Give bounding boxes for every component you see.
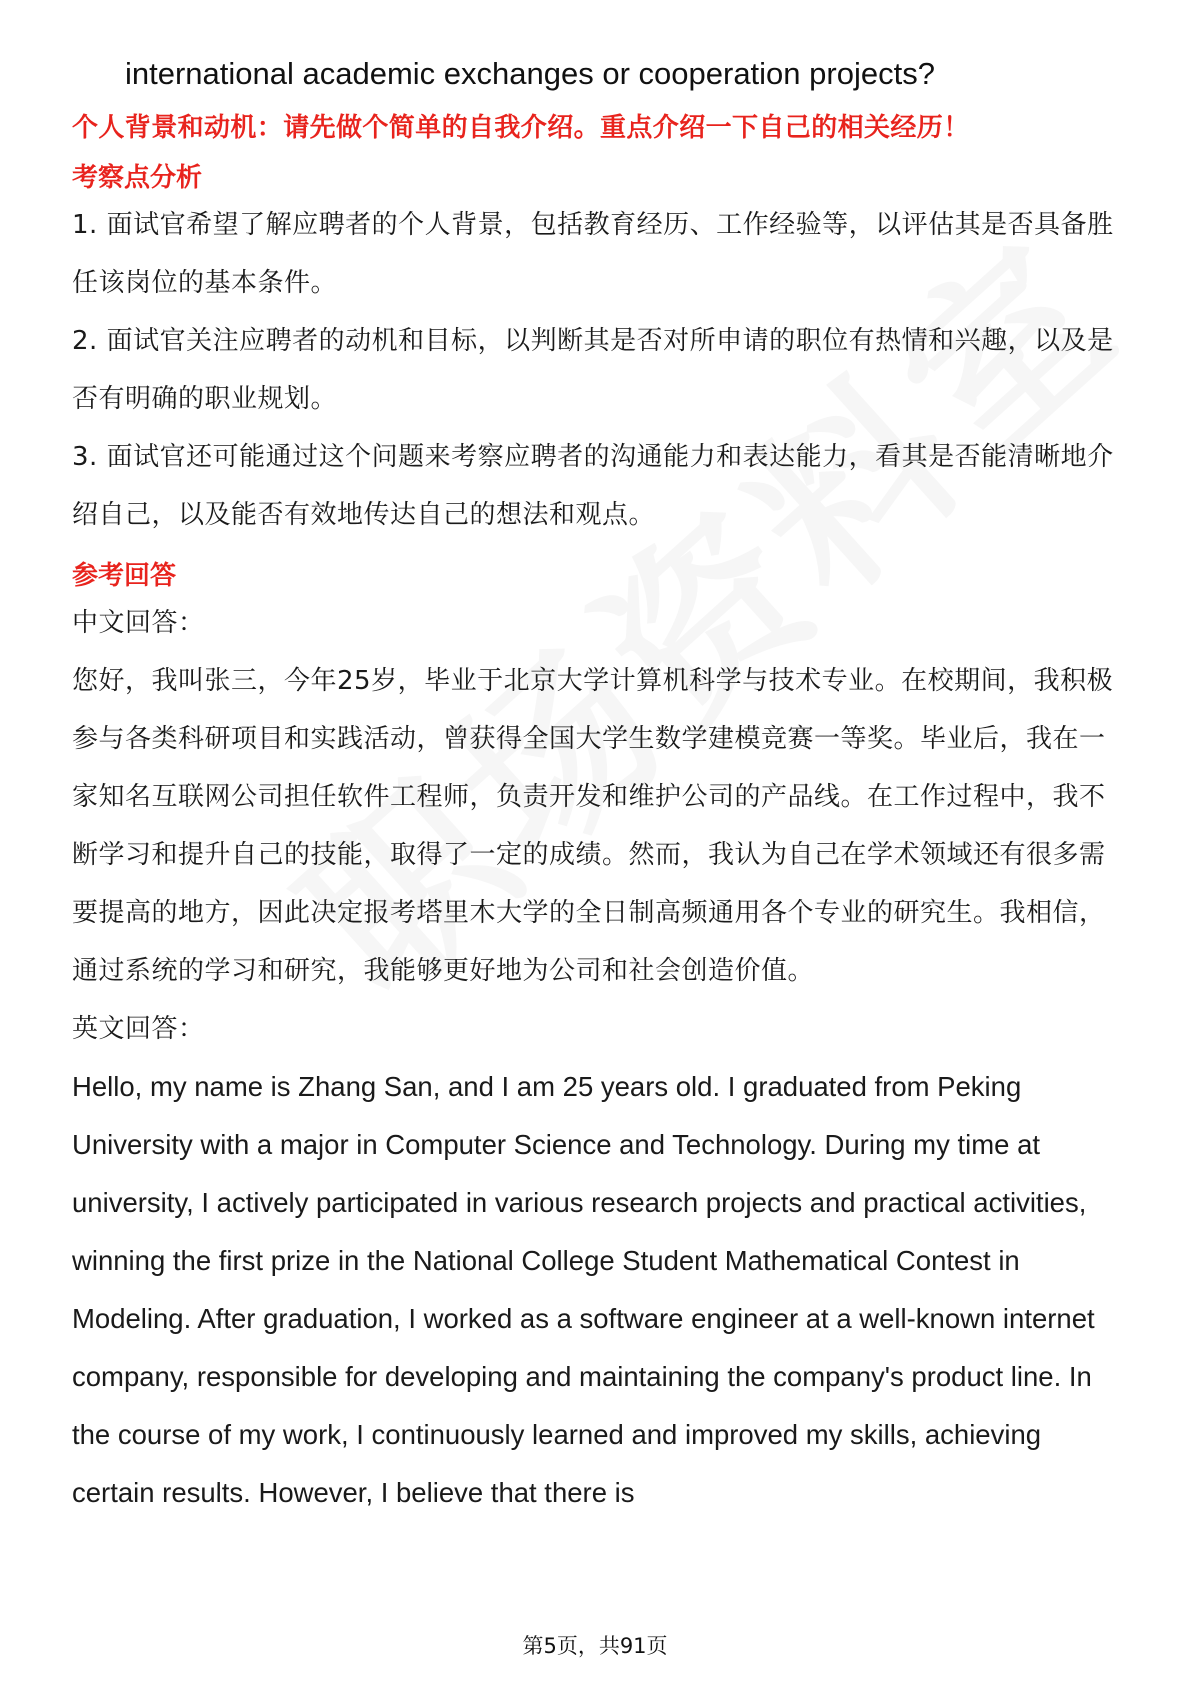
question-title: 个人背景和动机：请先做个简单的自我介绍。重点介绍一下自己的相关经历！ — [72, 113, 970, 143]
analysis-item-1: 1. 面试官希望了解应聘者的个人背景，包括教育经历、工作经验等，以评估其是否具备胜任该岗位的基本条件。 — [72, 210, 1114, 298]
continued-question: international academic exchanges or cooperation projects? — [125, 56, 935, 91]
analysis-item-3: 3. 面试官还可能通过这个问题来考察应聘者的沟通能力和表达能力，看其是否能清晰地介绍自己，以及能否有效地传达自己的想法和观点。 — [72, 442, 1114, 530]
english-answer: Hello, my name is Zhang San, and I am 25 years old. I graduated from Peking University with a major in Computer Science and Technology. During my time at university, I actively participated in various research projects and practical activities, winning the first prize in the National College Student Mathematical Contest in Modeling. After graduation, I worked as a software engineer at a well-known internet company, responsible for developing and maintaining the company's product line. In the course of my work, I continuously learned and improved my skills, achieving certain results. However, I believe that there is — [72, 1071, 1095, 1508]
chinese-answer-label: 中文回答： — [72, 608, 205, 638]
english-answer-label: 英文回答： — [72, 1014, 205, 1044]
page-number: 第5页，共91页 — [522, 1634, 668, 1658]
page-content — [72, 50, 1122, 1522]
analysis-title: 考察点分析 — [72, 163, 203, 193]
reference-title: 参考回答 — [72, 561, 177, 591]
chinese-answer: 您好，我叫张三，今年25岁，毕业于北京大学计算机科学与技术专业。在校期间，我积极参与各类科研项目和实践活动，曾获得全国大学生数学建模竞赛一等奖。毕业后，我在一家知名互联网公司担任软件工程师，负责开发和维护公司的产品线。在工作过程中，我不断学习和提升自己的技能，取得了一定的成绩。然而，我认为自己在学术领域还有很多需要提高的地方，因此决定报考塔里木大学的全日制高频通用各个专业的研究生。我相信，通过系统的学习和研究，我能够更好地为公司和社会创造价值。 — [72, 666, 1114, 986]
analysis-item-2: 2. 面试官关注应聘者的动机和目标，以判断其是否对所申请的职位有热情和兴趣，以及是否有明确的职业规划。 — [72, 326, 1114, 414]
